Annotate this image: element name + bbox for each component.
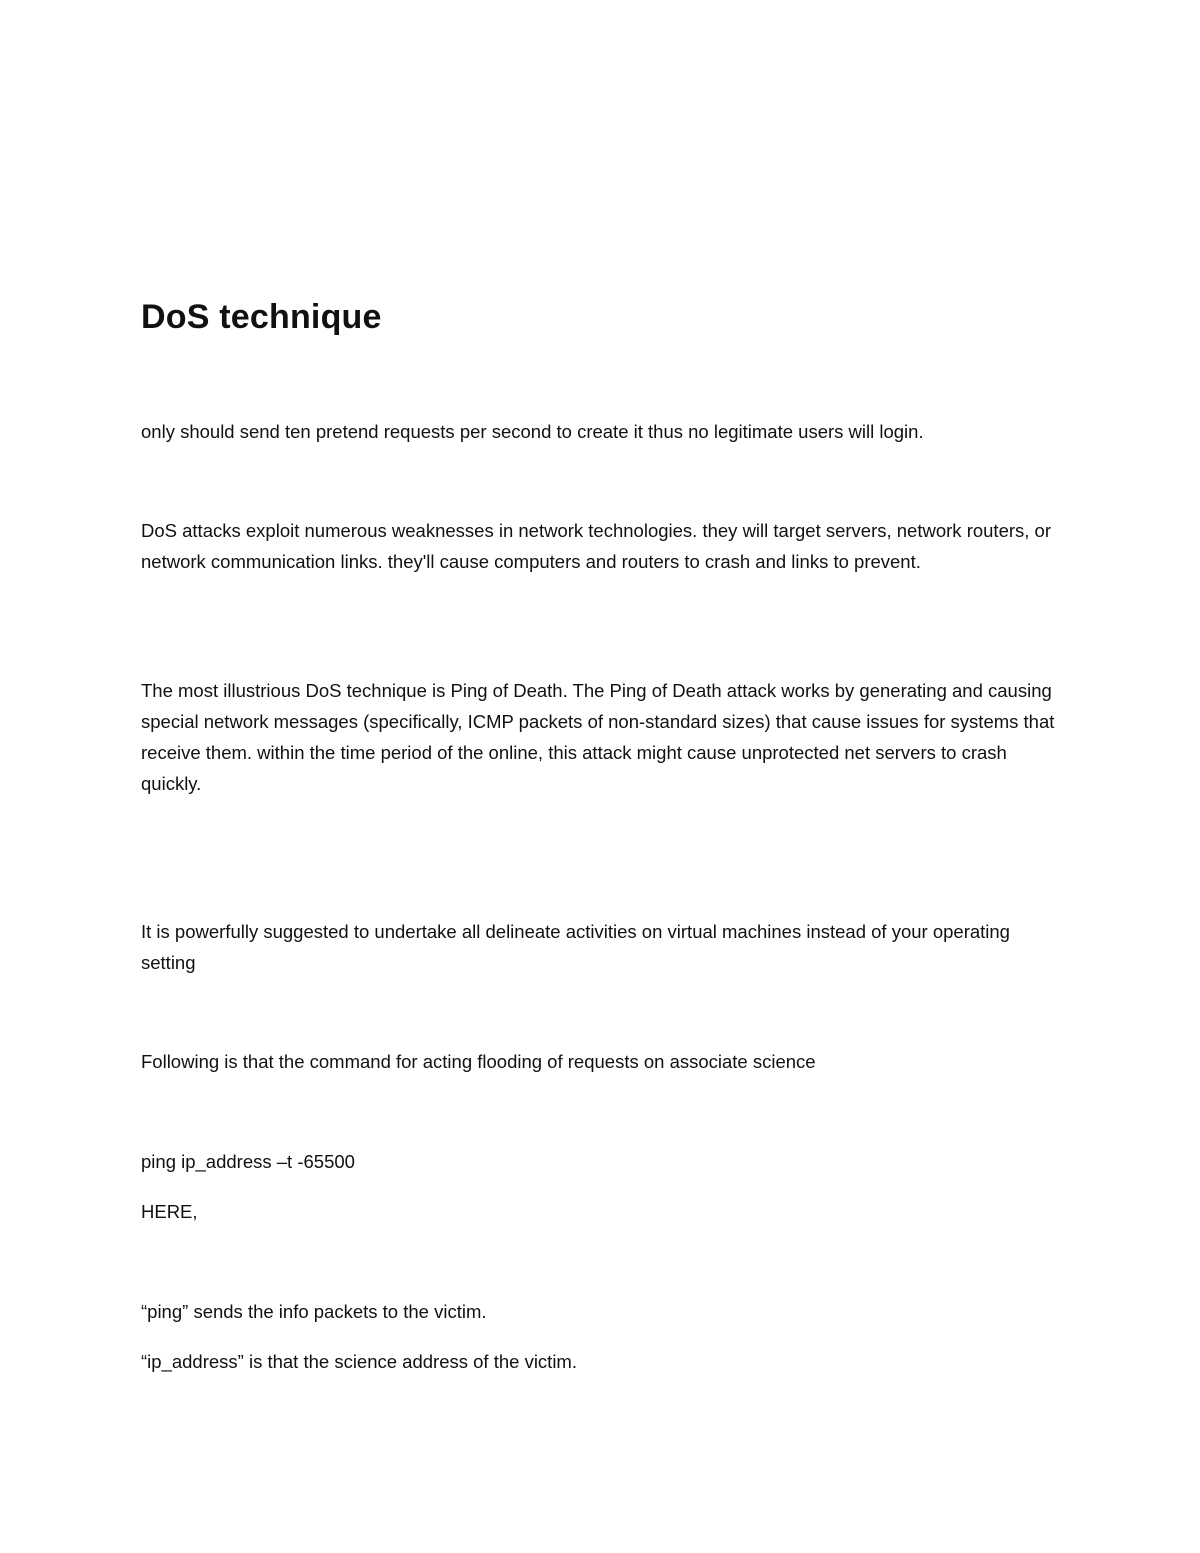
here-label: HERE, (141, 1201, 198, 1222)
command-line: ping ip_address –t -65500 (141, 1151, 355, 1172)
paragraph-requests: only should send ten pretend requests per second to create it thus no legitimate users will login. (141, 421, 924, 442)
document-title: DoS technique (141, 298, 382, 336)
paragraph-virtual-machines: It is powerfully suggested to undertake all delineate activities on virtual machines instead of your operating setting (141, 921, 1010, 973)
explanation-ping: “ping” sends the info packets to the victim. (141, 1301, 487, 1322)
paragraph-ping-of-death: The most illustrious DoS technique is Ping of Death. The Ping of Death attack works by generating and causing special network messages (specifically, ICMP packets of non-standard sizes) that cause issues for systems that receive them. within the time period of the online, this attack might cause unprotected net servers to crash quickly. (141, 680, 1055, 794)
paragraph-dos-attacks: DoS attacks exploit numerous weaknesses in network technologies. they will target servers, network routers, or network communication links. they'll cause computers and routers to crash and links to prevent. (141, 520, 1051, 572)
explanation-ip-address: “ip_address” is that the science address of the victim. (141, 1351, 577, 1372)
paragraph-command-intro: Following is that the command for acting flooding of requests on associate science (141, 1051, 816, 1072)
